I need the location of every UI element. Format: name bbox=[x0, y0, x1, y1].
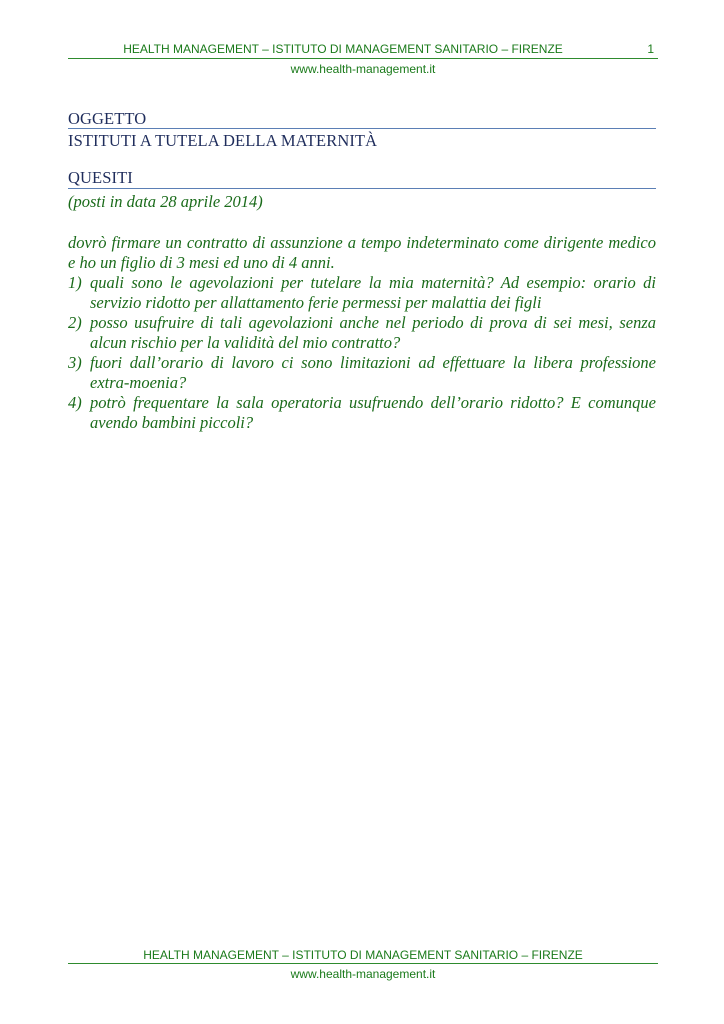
question-body bbox=[68, 233, 656, 433]
quesiti-heading: QUESITI bbox=[68, 168, 133, 187]
header-url: www.health-management.it bbox=[290, 62, 436, 76]
footer-title: HEALTH MANAGEMENT – ISTITUTO DI MANAGEMENT SANITARIO – FIRENZE bbox=[143, 948, 583, 962]
oggetto-subject: ISTITUTI A TUTELA DELLA MATERNITÀ bbox=[68, 131, 378, 150]
quesiti-heading-rule bbox=[68, 188, 656, 189]
question-number: 3) bbox=[68, 353, 82, 372]
question-number: 1) bbox=[68, 273, 82, 292]
question-item bbox=[68, 273, 656, 313]
page-header bbox=[68, 42, 658, 58]
question-text: potrò frequentare la sala operatoria usufruendo dell’orario ridotto? E comunque avendo bambini piccoli? bbox=[90, 393, 656, 432]
header-divider bbox=[68, 58, 658, 59]
question-item bbox=[68, 393, 656, 433]
oggetto-heading: OGGETTO bbox=[68, 109, 147, 128]
page-number: 1 bbox=[647, 42, 654, 56]
question-number: 2) bbox=[68, 313, 82, 332]
header-title: HEALTH MANAGEMENT – ISTITUTO DI MANAGEMENT SANITARIO – FIRENZE bbox=[123, 42, 563, 56]
question-text: fuori dall’orario di lavoro ci sono limitazioni ad effettuare la libera professione extra-moenia? bbox=[90, 353, 656, 392]
posted-date: (posti in data 28 aprile 2014) bbox=[68, 192, 263, 211]
intro-paragraph: dovrò firmare un contratto di assunzione a tempo indeterminato come dirigente medico e ho un figlio di 3 mesi ed uno di 4 anni. bbox=[68, 233, 656, 272]
questions-list bbox=[68, 273, 656, 433]
question-item bbox=[68, 353, 656, 393]
question-text: posso usufruire di tali agevolazioni anche nel periodo di prova di sei mesi, senza alcun rischio per la validità del mio contratto? bbox=[90, 313, 656, 352]
footer-divider bbox=[68, 963, 658, 964]
oggetto-heading-rule bbox=[68, 128, 656, 129]
question-text: quali sono le agevolazioni per tutelare la mia maternità? Ad esempio: orario di servizio ridotto per allattamento ferie permessi per malattia dei figli bbox=[90, 273, 656, 312]
footer-url: www.health-management.it bbox=[290, 967, 436, 981]
question-item bbox=[68, 313, 656, 353]
question-number: 4) bbox=[68, 393, 82, 412]
